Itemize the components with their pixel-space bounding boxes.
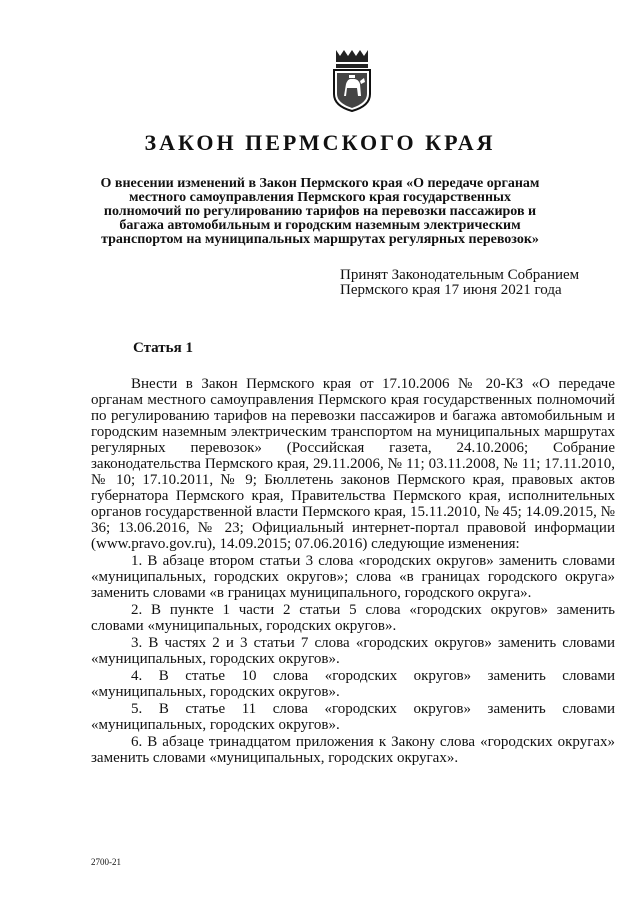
- adoption-note: [340, 268, 579, 298]
- amendment-item: 6. В абзаце тринадцатом приложения к Закону слова «городских округах» заменить словами «муниципальных, городских округах».: [91, 734, 615, 766]
- coat-of-arms-icon: [330, 48, 374, 112]
- article-body: [91, 376, 615, 766]
- amendment-item: 5. В статье 11 слова «городских округов» заменить словами «муниципальных, городских округов».: [91, 701, 615, 733]
- article-heading: Статья 1: [133, 340, 193, 356]
- article-intro: Внести в Закон Пермского края от 17.10.2006 № 20-КЗ «О передаче органам местного самоуправления Пермского края государственных полномочий по регулированию тарифов на перевозки пассажиров и багажа автомобильным и городским наземным электрическим транспортом на муниципальных маршрутах регулярных перевозок» (Российская газета, 24.10.2006; Собрание законодательства Пермского края, 29.11.2006, № 11; 03.11.2008, № 11; 17.11.2010, № 10; 17.10.2011, № 9; Бюллетень законов Пермского края, правовых актов губернатора Пермского края, Правительства Пермского края, исполнительных органов государственной власти Пермского края, 15.11.2010, № 45; 14.09.2015, № 36; 13.06.2016, № 23; Официальный интернет-портал правовой информации (www.pravo.gov.ru), 14.09.2015; 07.06.2016) следующие изменения:: [91, 376, 615, 552]
- document-subtitle: О внесении изменений в Закон Пермского края «О передаче органам местного самоуправления Пермского края государственных полномочий по регулированию тарифов на перевозки пассажиров и багажа автомобильным и городским наземным электрическим транспортом на муниципальных маршрутах регулярных перевозок»: [100, 176, 540, 247]
- document-code: 2700-21: [91, 857, 121, 867]
- amendment-item: 4. В статье 10 слова «городских округов» заменить словами «муниципальных, городских округов».: [91, 668, 615, 700]
- amendment-item: 3. В частях 2 и 3 статьи 7 слова «городских округов» заменить словами «муниципальных, городских округов».: [91, 635, 615, 667]
- adoption-note-line: Пермского края 17 июня 2021 года: [340, 282, 562, 298]
- adoption-note-line: Принят Законодательным Собранием: [340, 267, 580, 283]
- amendment-item: 2. В пункте 1 части 2 статьи 5 слова «городских округов» заменить словами «муниципальных, городских округов».: [91, 602, 615, 634]
- document-title: ЗАКОН ПЕРМСКОГО КРАЯ: [144, 130, 496, 155]
- amendment-item: 1. В абзаце втором статьи 3 слова «городских округов» заменить словами «муниципальных, городских округов»; слова «в границах городского округа» заменить словами «в границах муниципального, городского округа».: [91, 553, 615, 601]
